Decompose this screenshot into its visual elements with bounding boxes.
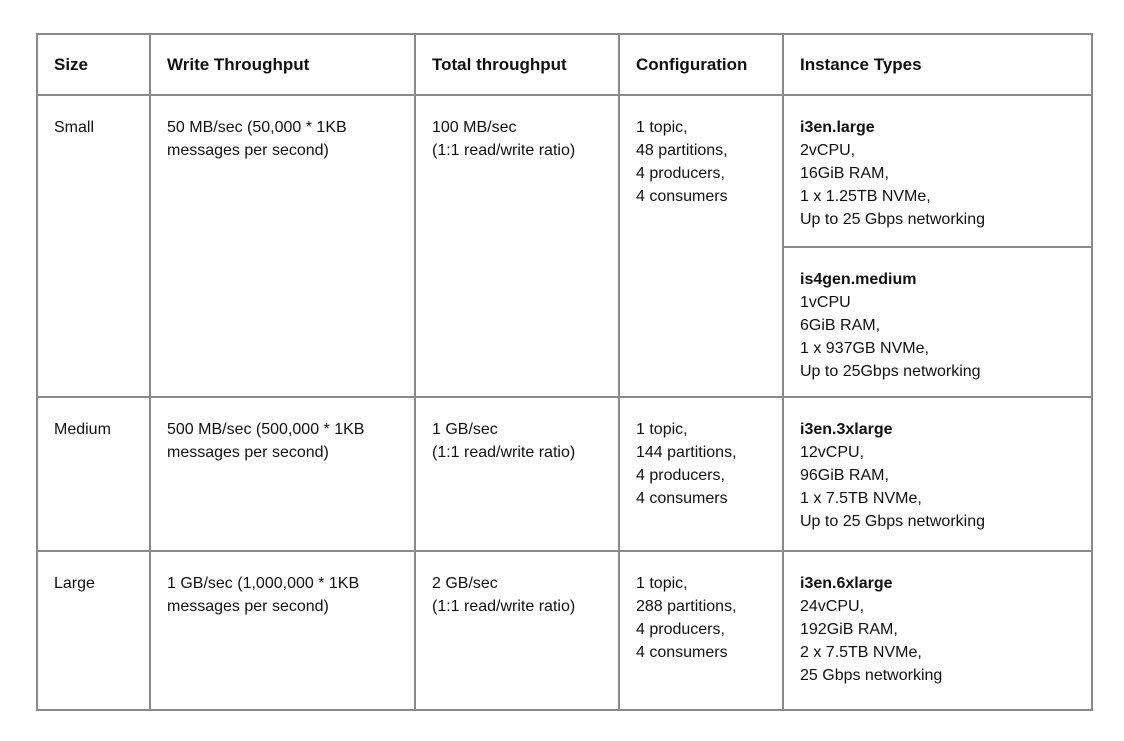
header-instance-types: Instance Types bbox=[783, 34, 1092, 95]
header-configuration: Configuration bbox=[619, 34, 783, 95]
total-throughput-cell bbox=[415, 397, 619, 551]
instance-name: i3en.3xlarge bbox=[800, 421, 893, 438]
text-line: messages per second) bbox=[167, 598, 329, 615]
text-line: 288 partitions, bbox=[636, 598, 737, 615]
text-line: 144 partitions, bbox=[636, 444, 737, 461]
text-line: (1:1 read/write ratio) bbox=[432, 444, 576, 461]
text-line: messages per second) bbox=[167, 444, 329, 461]
text-line: 1 x 7.5TB NVMe, bbox=[800, 490, 922, 507]
text-line: 4 consumers bbox=[636, 490, 728, 507]
instance-name: is4gen.medium bbox=[800, 271, 917, 288]
text-line: 2 GB/sec bbox=[432, 575, 498, 592]
header-row bbox=[37, 34, 1092, 95]
text-line: messages per second) bbox=[167, 142, 329, 159]
text-line: Up to 25Gbps networking bbox=[800, 363, 981, 380]
instance-type-cell bbox=[783, 551, 1092, 710]
text-line: 12vCPU, bbox=[800, 444, 865, 461]
configuration-cell bbox=[619, 551, 783, 710]
text-line: 2 x 7.5TB NVMe, bbox=[800, 644, 922, 661]
text-line: 1vCPU bbox=[800, 294, 851, 311]
text-line: Up to 25 Gbps networking bbox=[800, 513, 985, 530]
text-line: Up to 25 Gbps networking bbox=[800, 211, 985, 228]
total-throughput-cell bbox=[415, 95, 619, 397]
text-line: 96GiB RAM, bbox=[800, 467, 889, 484]
table-row bbox=[37, 95, 1092, 247]
text-line: 6GiB RAM, bbox=[800, 317, 881, 334]
size-cell: Small bbox=[37, 95, 150, 397]
text-line: 1 x 1.25TB NVMe, bbox=[800, 188, 931, 205]
text-line: 1 topic, bbox=[636, 119, 688, 136]
text-line: 1 topic, bbox=[636, 575, 688, 592]
instance-type-cell bbox=[783, 95, 1092, 247]
text-line: 100 MB/sec bbox=[432, 119, 517, 136]
configuration-cell bbox=[619, 95, 783, 397]
total-throughput-cell bbox=[415, 551, 619, 710]
write-throughput-cell bbox=[150, 551, 415, 710]
write-throughput-cell bbox=[150, 397, 415, 551]
text-line: 24vCPU, bbox=[800, 598, 865, 615]
instance-name: i3en.6xlarge bbox=[800, 575, 893, 592]
text-line: 192GiB RAM, bbox=[800, 621, 898, 638]
table-row bbox=[37, 397, 1092, 551]
header-write-throughput: Write Throughput bbox=[150, 34, 415, 95]
size-cell: Medium bbox=[37, 397, 150, 551]
size-cell: Large bbox=[37, 551, 150, 710]
instance-sizing-table bbox=[36, 33, 1093, 711]
text-line: 4 producers, bbox=[636, 467, 725, 484]
table-row bbox=[37, 551, 1092, 710]
text-line: 2vCPU, bbox=[800, 142, 856, 159]
text-line: 1 topic, bbox=[636, 421, 688, 438]
text-line: 500 MB/sec (500,000 * 1KB bbox=[167, 421, 365, 438]
text-line: 4 consumers bbox=[636, 188, 728, 205]
text-line: 4 consumers bbox=[636, 644, 728, 661]
text-line: 50 MB/sec (50,000 * 1KB bbox=[167, 119, 347, 136]
text-line: 48 partitions, bbox=[636, 142, 728, 159]
text-line: 4 producers, bbox=[636, 621, 725, 638]
text-line: 4 producers, bbox=[636, 165, 725, 182]
text-line: (1:1 read/write ratio) bbox=[432, 142, 576, 159]
configuration-cell bbox=[619, 397, 783, 551]
instance-name: i3en.large bbox=[800, 119, 875, 136]
header-total-throughput: Total throughput bbox=[415, 34, 619, 95]
header-size: Size bbox=[37, 34, 150, 95]
text-line: (1:1 read/write ratio) bbox=[432, 598, 576, 615]
text-line: 1 x 937GB NVMe, bbox=[800, 340, 929, 357]
write-throughput-cell bbox=[150, 95, 415, 397]
text-line: 1 GB/sec (1,000,000 * 1KB bbox=[167, 575, 360, 592]
text-line: 16GiB RAM, bbox=[800, 165, 889, 182]
text-line: 25 Gbps networking bbox=[800, 667, 943, 684]
instance-type-cell bbox=[783, 397, 1092, 551]
instance-type-cell bbox=[783, 247, 1092, 397]
text-line: 1 GB/sec bbox=[432, 421, 498, 438]
